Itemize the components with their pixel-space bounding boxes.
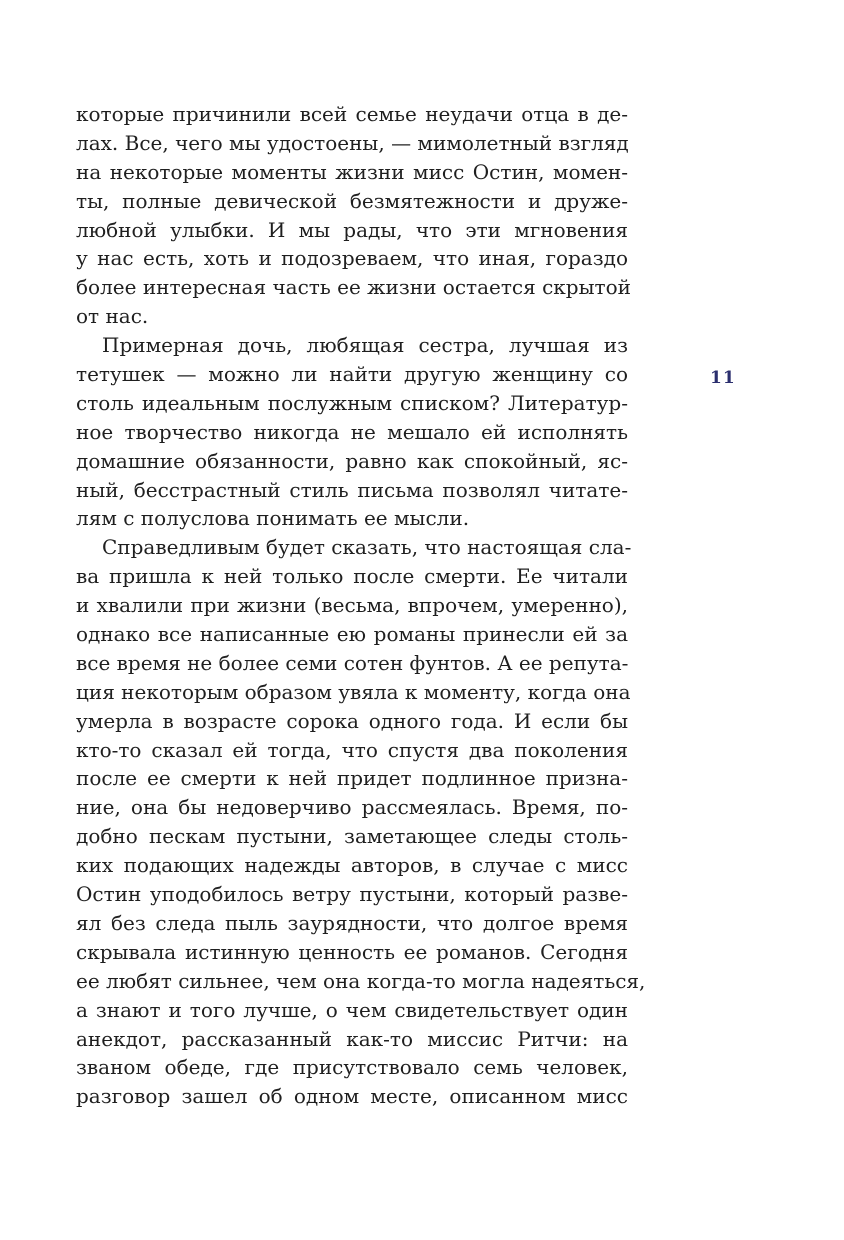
text-line: более интересная часть ее жизни остается скрытой xyxy=(76,275,631,300)
text-line: скрывала истинную ценность ее романов. Сегодня xyxy=(76,939,628,964)
text-line: Примерная дочь, любящая сестра, лучшая из xyxy=(102,333,628,358)
text-line: добно пескам пустыни, заметающее следы столь- xyxy=(76,824,628,849)
text-line: ты, полные девической безмятежности и друже- xyxy=(76,188,628,213)
text-line: ва пришла к ней только после смерти. Ее читали xyxy=(76,564,628,589)
text-line: анекдот, рассказанный как-то миссис Ритчи: на xyxy=(76,1026,628,1051)
text-line: столь идеальным послужным списком? Литератур- xyxy=(76,390,628,415)
text-line: кто-то сказал ей тогда, что спустя два поколения xyxy=(76,737,628,762)
text-line: ял без следа пыль заурядности, что долгое время xyxy=(76,910,628,935)
text-line: все время не более семи сотен фунтов. А ее репута- xyxy=(76,650,629,675)
text-line: лах. Все, чего мы удостоены, — мимолетный взгляд xyxy=(76,130,629,155)
text-line: и хвалили при жизни (весьма, впрочем, умеренно), xyxy=(76,593,628,618)
text-line: Остин уподобилось ветру пустыни, который разве- xyxy=(76,882,628,907)
page-number: 11 xyxy=(710,368,736,388)
text-line: ких подающих надежды авторов, в случае с мисс xyxy=(76,853,628,878)
text-line: ее любят сильнее, чем она когда-то могла надеяться, xyxy=(76,968,646,993)
text-line: тетушек — можно ли найти другую женщину со xyxy=(76,362,628,387)
text-line: ние, она бы недоверчиво рассмеялась. Время, по- xyxy=(76,795,628,820)
body-text xyxy=(76,100,646,1111)
text-line: Справедливым будет сказать, что настоящая сла- xyxy=(102,535,632,560)
text-line: после ее смерти к ней придет подлинное призна- xyxy=(76,766,628,791)
text-line: ный, бесстрастный стиль письма позволял читате- xyxy=(76,477,628,502)
text-line: лям с полуслова понимать ее мысли. xyxy=(76,506,470,531)
text-line: которые причинили всей семье неудачи отца в де- xyxy=(76,102,628,126)
text-line: умерла в возрасте сорока одного года. И если бы xyxy=(76,708,628,733)
text-line: у нас есть, хоть и подозреваем, что иная, гораздо xyxy=(76,246,628,271)
text-line: любной улыбки. И мы рады, что эти мгновения xyxy=(76,217,628,242)
text-line: на некоторые моменты жизни мисс Остин, момен- xyxy=(76,159,628,184)
text-line: званом обеде, где присутствовало семь человек, xyxy=(76,1055,628,1080)
text-line: а знают и того лучше, о чем свидетельствует один xyxy=(76,997,628,1022)
text-line: от нас. xyxy=(76,304,149,329)
text-line: домашние обязанности, равно как спокойный, яс- xyxy=(76,448,628,473)
text-line: ция некоторым образом увяла к моменту, когда она xyxy=(76,679,631,704)
text-line: однако все написанные ею романы принесли ей за xyxy=(76,622,628,647)
text-line: ное творчество никогда не мешало ей исполнять xyxy=(76,419,628,444)
text-line: разговор зашел об одном месте, описанном мисс xyxy=(76,1084,628,1109)
